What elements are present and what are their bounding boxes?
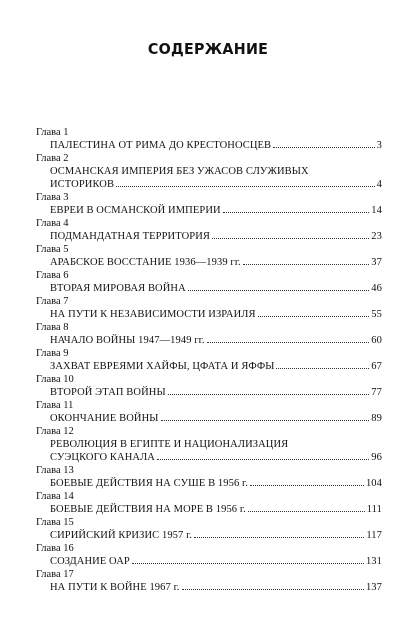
chapter-label: Глава 9 — [36, 348, 69, 359]
dot-leader — [182, 589, 364, 590]
entry-title: НА ПУТИ К НЕЗАВИСИМОСТИ ИЗРАИЛЯ — [50, 309, 256, 320]
toc-entry[interactable] — [50, 438, 382, 464]
entry-title: СОЗДАНИЕ ОАР — [50, 556, 130, 567]
dot-leader — [188, 290, 370, 291]
page-number: 60 — [371, 335, 382, 346]
toc-entry[interactable] — [50, 334, 382, 347]
chapter-label: Глава 6 — [36, 270, 69, 281]
page-number: 37 — [371, 257, 382, 268]
chapter-label: Глава 8 — [36, 322, 69, 333]
dot-leader — [243, 264, 370, 265]
page-number: 137 — [365, 582, 382, 593]
entry-title: ВТОРАЯ МИРОВАЯ ВОЙНА — [50, 283, 186, 294]
entry-title: БОЕВЫЕ ДЕЙСТВИЯ НА СУШЕ В 1956 г. — [50, 478, 248, 489]
chapter-label: Глава 2 — [36, 153, 69, 164]
chapter-label: Глава 14 — [36, 491, 74, 502]
page-title: СОДЕРЖАНИЕ — [147, 40, 269, 58]
entry-title: ОКОНЧАНИЕ ВОЙНЫ — [50, 413, 159, 424]
toc-entry[interactable] — [50, 204, 382, 217]
toc-entry[interactable] — [50, 282, 382, 295]
chapter-label: Глава 1 — [36, 127, 69, 138]
page-number: 14 — [371, 205, 382, 216]
page-number: 67 — [371, 361, 382, 372]
page-number: 111 — [366, 504, 382, 515]
toc-entry[interactable] — [50, 503, 382, 516]
entry-title: ЕВРЕИ В ОСМАНСКОЙ ИМПЕРИИ — [50, 205, 221, 216]
entry-title: ПОДМАНДАТНАЯ ТЕРРИТОРИЯ — [50, 231, 211, 242]
entry-title-line1: РЕВОЛЮЦИЯ В ЕГИПТЕ И НАЦИОНАЛИЗАЦИЯ — [50, 439, 289, 450]
entry-title: АРАБСКОЕ ВОССТАНИЕ 1936—1939 гг. — [50, 257, 241, 268]
dot-leader — [194, 537, 364, 538]
toc-entry[interactable] — [50, 360, 382, 373]
entry-title: ПАЛЕСТИНА ОТ РИМА ДО КРЕСТОНОСЦЕВ — [50, 140, 272, 151]
chapter-label: Глава 11 — [36, 400, 74, 411]
toc-entry[interactable] — [50, 581, 382, 594]
chapter-label: Глава 4 — [36, 218, 69, 229]
dot-leader — [223, 212, 370, 213]
entry-title: НАЧАЛО ВОЙНЫ 1947—1949 гг. — [50, 335, 205, 346]
chapter-label: Глава 5 — [36, 244, 69, 255]
page-number: 4 — [376, 179, 382, 190]
chapter-label: Глава 13 — [36, 465, 74, 476]
page-number: 23 — [371, 231, 382, 242]
dot-leader — [273, 147, 374, 148]
dot-leader — [157, 459, 369, 460]
dot-leader — [168, 394, 370, 395]
chapter-label: Глава 17 — [36, 569, 74, 580]
toc-entry[interactable] — [50, 308, 382, 321]
page-number: 55 — [371, 309, 382, 320]
dot-leader — [212, 238, 369, 239]
toc-entry[interactable] — [50, 139, 382, 152]
entry-title: НА ПУТИ К ВОЙНЕ 1967 г. — [50, 582, 180, 593]
page-number: 89 — [371, 413, 382, 424]
chapter-label: Глава 7 — [36, 296, 69, 307]
toc-entry[interactable] — [50, 529, 382, 542]
toc-entry[interactable] — [50, 386, 382, 399]
toc-entry[interactable] — [50, 230, 382, 243]
toc-entry[interactable] — [50, 412, 382, 425]
entry-title: БОЕВЫЕ ДЕЙСТВИЯ НА МОРЕ В 1956 г. — [50, 504, 246, 515]
dot-leader — [276, 368, 369, 369]
entry-title: ЗАХВАТ ЕВРЕЯМИ ХАЙФЫ, ЦФАТА И ЯФФЫ — [50, 361, 275, 372]
dot-leader — [132, 563, 364, 564]
entry-title-line1: ОСМАНСКАЯ ИМПЕРИЯ БЕЗ УЖАСОВ СЛУЖИВЫХ — [50, 166, 309, 177]
chapter-label: Глава 3 — [36, 192, 69, 203]
dot-leader — [250, 485, 364, 486]
chapter-label: Глава 16 — [36, 543, 74, 554]
dot-leader — [248, 511, 365, 512]
entry-title: СИРИЙСКИЙ КРИЗИС 1957 г. — [50, 530, 193, 541]
page-number: 104 — [365, 478, 382, 489]
toc-entry[interactable] — [50, 165, 382, 191]
page-number: 117 — [366, 530, 382, 541]
entry-title: СУЭЦКОГО КАНАЛА — [50, 452, 155, 463]
toc-entry[interactable] — [50, 477, 382, 490]
dot-leader — [207, 342, 370, 343]
toc-entry[interactable] — [50, 256, 382, 269]
dot-leader — [116, 186, 375, 187]
page-number: 131 — [365, 556, 382, 567]
dot-leader — [258, 316, 370, 317]
table-of-contents — [36, 126, 382, 594]
page-number: 77 — [371, 387, 382, 398]
page-number: 3 — [376, 140, 382, 151]
entry-title: ИСТОРИКОВ — [50, 179, 115, 190]
page-number: 46 — [371, 283, 382, 294]
chapter-label: Глава 10 — [36, 374, 74, 385]
chapter-label: Глава 12 — [36, 426, 74, 437]
entry-title: ВТОРОЙ ЭТАП ВОЙНЫ — [50, 387, 166, 398]
page-number: 96 — [371, 452, 382, 463]
dot-leader — [161, 420, 370, 421]
chapter-label: Глава 15 — [36, 517, 74, 528]
toc-entry[interactable] — [50, 555, 382, 568]
